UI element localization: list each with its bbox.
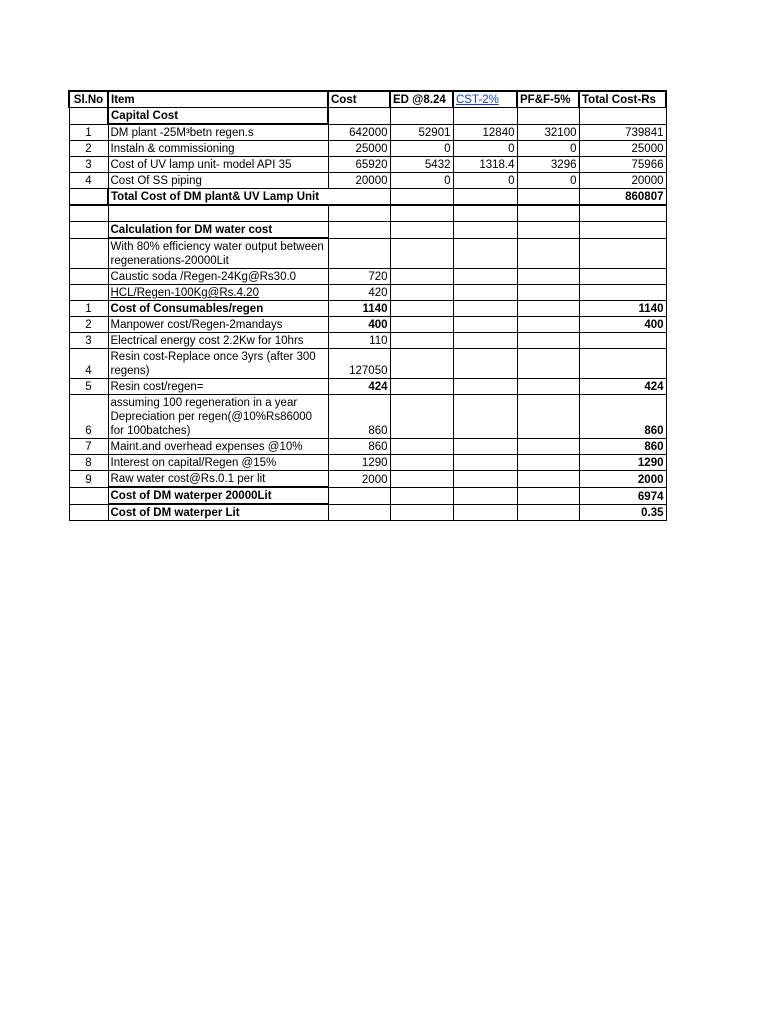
hcl-cost[interactable]: 420 — [328, 285, 390, 301]
table-row — [69, 333, 666, 349]
cell[interactable] — [517, 205, 579, 222]
cell[interactable] — [390, 269, 453, 285]
header-total[interactable]: Total Cost-Rs — [579, 91, 666, 108]
row-cost[interactable]: 424 — [328, 379, 390, 395]
cell[interactable] — [390, 189, 453, 206]
row-total[interactable] — [579, 333, 666, 349]
cell[interactable] — [453, 238, 517, 269]
cell[interactable] — [390, 301, 453, 317]
cell[interactable] — [517, 333, 579, 349]
table-row — [69, 379, 666, 395]
row-item[interactable]: Resin cost/regen= — [108, 379, 328, 395]
row-cst[interactable]: 12840 — [453, 124, 517, 141]
cell[interactable] — [579, 205, 666, 222]
cell[interactable] — [453, 439, 517, 455]
table-row — [69, 471, 666, 488]
row-number[interactable]: 2 — [69, 317, 108, 333]
cell[interactable] — [328, 108, 390, 125]
cell[interactable] — [517, 349, 579, 379]
cell[interactable] — [328, 238, 390, 269]
row-cost[interactable]: 642000 — [328, 124, 390, 141]
row-number[interactable]: 3 — [69, 157, 108, 173]
cell[interactable] — [517, 238, 579, 269]
cell[interactable] — [69, 205, 108, 222]
cell[interactable] — [517, 317, 579, 333]
row-total[interactable]: 739841 — [579, 124, 666, 141]
row-number[interactable]: 7 — [69, 439, 108, 455]
cell[interactable] — [517, 471, 579, 488]
row-cost[interactable]: 127050 — [328, 349, 390, 379]
row-item[interactable]: Resin cost-Replace once 3yrs (after 300 regens) — [108, 349, 328, 379]
row-ed[interactable]: 5432 — [390, 157, 453, 173]
header-pff[interactable]: PF&F-5% — [517, 91, 579, 108]
cell[interactable] — [328, 487, 390, 504]
cost-per-20000-row — [69, 487, 666, 504]
capital-total-label[interactable]: Total Cost of DM plant& UV Lamp Unit — [108, 189, 390, 206]
cell[interactable] — [517, 487, 579, 504]
capital-title-row — [69, 108, 666, 125]
header-cst[interactable] — [453, 91, 517, 108]
table-row — [69, 173, 666, 189]
row-item[interactable]: Cost Of SS piping — [108, 173, 328, 189]
cell[interactable] — [390, 205, 453, 222]
cell[interactable] — [453, 269, 517, 285]
cost-per-lit-label[interactable]: Cost of DM waterper Lit — [108, 504, 328, 521]
table-row — [69, 455, 666, 471]
cell[interactable] — [453, 189, 517, 206]
capital-total-value[interactable]: 860807 — [579, 189, 666, 206]
row-cost[interactable]: 110 — [328, 333, 390, 349]
cell[interactable] — [579, 238, 666, 269]
calc-intro[interactable]: With 80% efficiency water output between regenerations-20000Lit — [108, 238, 328, 269]
row-item[interactable]: Maint.and overhead expenses @10% — [108, 439, 328, 455]
cost-per-20000-label[interactable]: Cost of DM waterper 20000Lit — [108, 487, 328, 504]
row-cst[interactable]: 0 — [453, 173, 517, 189]
row-number[interactable]: 8 — [69, 455, 108, 471]
row-pff[interactable]: 0 — [517, 141, 579, 157]
cell[interactable] — [390, 333, 453, 349]
cell[interactable] — [453, 333, 517, 349]
hcl-row — [69, 285, 666, 301]
table-row — [69, 349, 666, 379]
cost-per-20000-value[interactable]: 6974 — [579, 487, 666, 504]
cell[interactable] — [328, 205, 390, 222]
cell[interactable] — [453, 222, 517, 239]
cell[interactable] — [390, 317, 453, 333]
cell[interactable] — [517, 222, 579, 239]
cell[interactable] — [390, 222, 453, 239]
cell[interactable] — [453, 504, 517, 521]
header-item[interactable]: Item — [108, 91, 328, 108]
cell[interactable] — [579, 285, 666, 301]
cell[interactable] — [453, 349, 517, 379]
cell[interactable] — [390, 455, 453, 471]
cell[interactable] — [517, 504, 579, 521]
row-item[interactable]: Interest on capital/Regen @15% — [108, 455, 328, 471]
row-total[interactable]: 1290 — [579, 455, 666, 471]
row-number[interactable]: 9 — [69, 471, 108, 488]
cell[interactable] — [453, 379, 517, 395]
cell[interactable] — [69, 285, 108, 301]
cell[interactable] — [390, 487, 453, 504]
row-total[interactable]: 2000 — [579, 471, 666, 488]
row-cst[interactable]: 0 — [453, 141, 517, 157]
header-row — [69, 91, 666, 108]
row-item[interactable]: assuming 100 regeneration in a year Depreciation per regen(@10%Rs86000 for 100batches) — [108, 395, 328, 439]
row-cost[interactable]: 1290 — [328, 455, 390, 471]
cost-per-lit-value[interactable]: 0.35 — [579, 504, 666, 521]
cost-sheet-table — [68, 90, 667, 521]
table-row — [69, 301, 666, 317]
row-cost[interactable]: 400 — [328, 317, 390, 333]
header-slno[interactable]: Sl.No — [69, 91, 108, 108]
cell[interactable] — [390, 379, 453, 395]
row-cost[interactable]: 1140 — [328, 301, 390, 317]
row-cst[interactable]: 1318.4 — [453, 157, 517, 173]
cell[interactable] — [517, 301, 579, 317]
cell[interactable] — [69, 189, 108, 206]
row-number[interactable]: 3 — [69, 333, 108, 349]
row-item[interactable]: Cost of Consumables/regen — [108, 301, 328, 317]
cell[interactable] — [69, 222, 108, 239]
row-number[interactable]: 5 — [69, 379, 108, 395]
cell[interactable] — [517, 379, 579, 395]
row-pff[interactable]: 32100 — [517, 124, 579, 141]
cell[interactable] — [517, 395, 579, 439]
row-total[interactable]: 860 — [579, 395, 666, 439]
header-cost[interactable]: Cost — [328, 91, 390, 108]
cell[interactable] — [453, 301, 517, 317]
cell[interactable] — [390, 395, 453, 439]
cell[interactable] — [579, 108, 666, 125]
cell[interactable] — [517, 455, 579, 471]
calc-intro-row — [69, 238, 666, 269]
row-item[interactable]: Electrical energy cost 2.2Kw for 10hrs — [108, 333, 328, 349]
cell[interactable] — [69, 238, 108, 269]
row-total[interactable]: 75966 — [579, 157, 666, 173]
caustic-item[interactable]: Caustic soda /Regen-24Kg@Rs30.0 — [108, 269, 328, 285]
cell[interactable] — [69, 504, 108, 521]
row-total[interactable] — [579, 349, 666, 379]
row-cost[interactable]: 860 — [328, 439, 390, 455]
row-total[interactable]: 25000 — [579, 141, 666, 157]
row-cost[interactable]: 860 — [328, 395, 390, 439]
empty-row — [69, 205, 666, 222]
table-row — [69, 141, 666, 157]
capital-total-row — [69, 189, 666, 206]
cst-link[interactable]: CST-2% — [456, 94, 499, 106]
cell[interactable] — [69, 269, 108, 285]
row-item[interactable]: Manpower cost/Regen-2mandays — [108, 317, 328, 333]
row-total[interactable]: 20000 — [579, 173, 666, 189]
cell[interactable] — [390, 471, 453, 488]
cell[interactable] — [69, 487, 108, 504]
hcl-item[interactable]: HCL/Regen-100Kg@Rs.4.20 — [108, 285, 328, 301]
row-item[interactable]: Instaln & commissioning — [108, 141, 328, 157]
cell[interactable] — [69, 108, 108, 125]
header-ed[interactable]: ED @8.24 — [390, 91, 453, 108]
calc-title[interactable]: Calculation for DM water cost — [108, 222, 328, 239]
row-cost[interactable]: 65920 — [328, 157, 390, 173]
row-cost[interactable]: 25000 — [328, 141, 390, 157]
cell[interactable] — [390, 349, 453, 379]
cost-per-lit-row — [69, 504, 666, 521]
row-item[interactable]: DM plant -25M³betn regen.s — [108, 124, 328, 141]
row-number[interactable]: 4 — [69, 173, 108, 189]
row-pff[interactable]: 3296 — [517, 157, 579, 173]
table-row — [69, 157, 666, 173]
cell[interactable] — [453, 395, 517, 439]
row-number[interactable]: 1 — [69, 301, 108, 317]
cell[interactable] — [517, 269, 579, 285]
row-number[interactable]: 1 — [69, 124, 108, 141]
cell[interactable] — [453, 487, 517, 504]
cell[interactable] — [517, 189, 579, 206]
row-ed[interactable]: 0 — [390, 173, 453, 189]
table-row — [69, 439, 666, 455]
calc-title-row — [69, 222, 666, 239]
cell[interactable] — [390, 504, 453, 521]
row-ed[interactable]: 52901 — [390, 124, 453, 141]
caustic-cost[interactable]: 720 — [328, 269, 390, 285]
cell[interactable] — [453, 317, 517, 333]
caustic-row — [69, 269, 666, 285]
cell[interactable] — [517, 285, 579, 301]
table-row — [69, 317, 666, 333]
cell[interactable] — [390, 108, 453, 125]
row-item[interactable]: Raw water cost@Rs.0.1 per lit — [108, 471, 328, 488]
cell[interactable] — [328, 504, 390, 521]
row-cost[interactable]: 20000 — [328, 173, 390, 189]
row-pff[interactable]: 0 — [517, 173, 579, 189]
cell[interactable] — [579, 222, 666, 239]
row-number[interactable]: 6 — [69, 395, 108, 439]
row-total[interactable]: 860 — [579, 439, 666, 455]
cell[interactable] — [108, 205, 328, 222]
cell[interactable] — [517, 439, 579, 455]
cell[interactable] — [453, 108, 517, 125]
cell[interactable] — [390, 439, 453, 455]
table-row — [69, 395, 666, 439]
cell[interactable] — [390, 285, 453, 301]
cell[interactable] — [453, 471, 517, 488]
cell[interactable] — [390, 238, 453, 269]
row-cost[interactable]: 2000 — [328, 471, 390, 488]
row-total[interactable]: 1140 — [579, 301, 666, 317]
cell[interactable] — [453, 455, 517, 471]
row-ed[interactable]: 0 — [390, 141, 453, 157]
cell[interactable] — [517, 108, 579, 125]
capital-cost-title[interactable]: Capital Cost — [108, 108, 328, 125]
row-number[interactable]: 4 — [69, 349, 108, 379]
cell[interactable] — [579, 269, 666, 285]
row-total[interactable]: 424 — [579, 379, 666, 395]
table-row — [69, 124, 666, 141]
row-number[interactable]: 2 — [69, 141, 108, 157]
row-item[interactable]: Cost of UV lamp unit- model API 35 — [108, 157, 328, 173]
cell[interactable] — [328, 222, 390, 239]
cell[interactable] — [453, 205, 517, 222]
row-total[interactable]: 400 — [579, 317, 666, 333]
cell[interactable] — [453, 285, 517, 301]
